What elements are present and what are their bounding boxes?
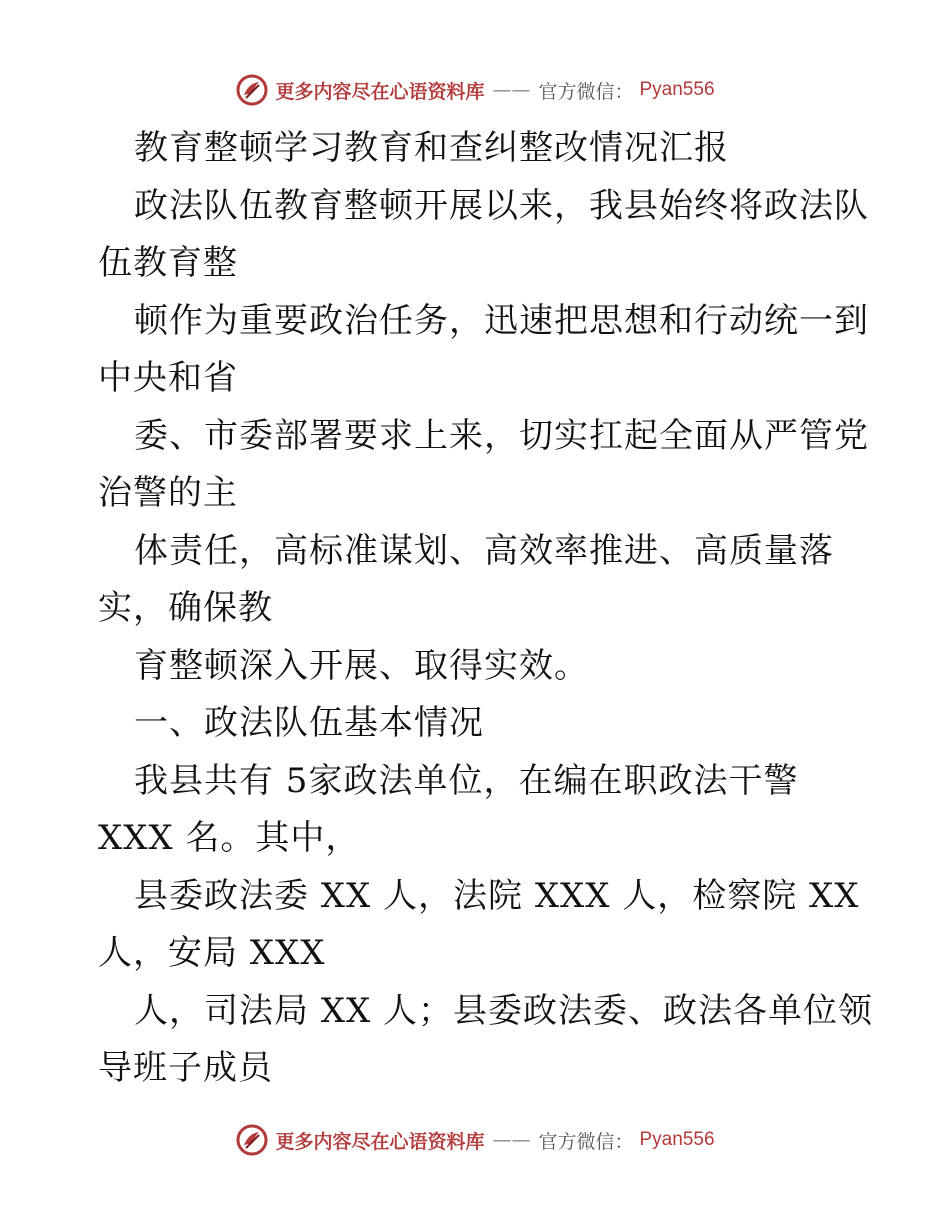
- text-line: 育整顿深入开展、取得实效。: [134, 645, 589, 686]
- banner-wechat-label: 官方微信：: [538, 80, 634, 103]
- text-line: 县委政法委 XX 人，法院 XXX 人，检察院 XX: [134, 875, 860, 916]
- banner-wechat-label: 官方微信：: [538, 1130, 634, 1153]
- banner-wechat-id: Pyan556: [639, 79, 715, 100]
- text-line: 政法队伍教育整顿开展以来，我县始终将政法队: [134, 185, 869, 226]
- text-line: 委、市委部署要求上来，切实扛起全面从严管党: [134, 415, 869, 456]
- banner-text: 更多内容尽在心语资料库: [275, 1130, 485, 1153]
- text-line: 教育整顿学习教育和查纠整改情况汇报: [134, 128, 729, 168]
- text-line: 顿作为重要政治任务，迅速把思想和行动统一到: [134, 300, 869, 341]
- brand-logo-icon: [235, 1123, 269, 1157]
- banner-wechat-id: Pyan556: [639, 1129, 715, 1150]
- text-line: 治警的主: [98, 473, 238, 513]
- text-line: 人，安局 XXX: [98, 933, 326, 973]
- banner-separator: ——: [492, 1129, 531, 1151]
- text-line: 实，确保教: [98, 588, 273, 628]
- text-line: 一、政法队伍基本情况: [134, 703, 484, 743]
- text-line: 中央和省: [98, 358, 238, 398]
- text-line: 体责任，高标准谋划、高效率推进、高质量落: [134, 530, 834, 571]
- text-line: 导班子成员: [98, 1048, 273, 1088]
- brand-logo-icon: [235, 73, 269, 107]
- banner-text: 更多内容尽在心语资料库: [275, 80, 485, 103]
- header-banner: [0, 70, 950, 110]
- footer-banner: [0, 1120, 950, 1160]
- document-body: [98, 120, 874, 1098]
- text-line: 伍教育整: [98, 243, 238, 283]
- text-line: 我县共有 5家政法单位，在编在职政法干警: [134, 760, 799, 801]
- text-line: 人，司法局 XX 人；县委政法委、政法各单位领: [134, 990, 874, 1031]
- banner-separator: ——: [492, 79, 531, 101]
- text-line: XXX 名。其中，: [98, 818, 361, 858]
